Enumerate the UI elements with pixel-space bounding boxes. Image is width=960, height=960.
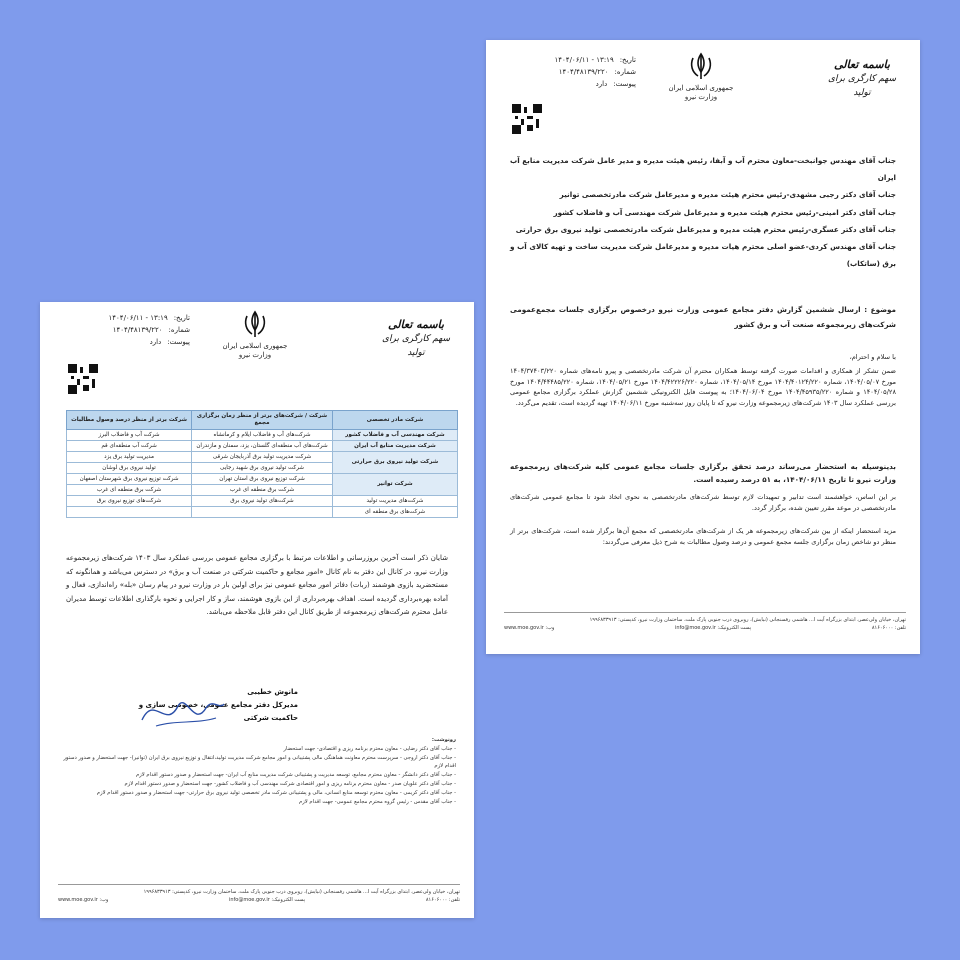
best-company-cell: شرکت توزیع نیروی برق شهرستان اصفهان: [67, 474, 192, 485]
cc-item: - جناب آقای دکتر رضایی - معاون محترم برنامه ریزی و اقتصادی- جهت استحضار: [283, 745, 456, 752]
table-row: [67, 441, 458, 452]
best-company-cell: تولید نیروی برق لوشان: [67, 463, 192, 474]
iran-emblem-icon: [688, 52, 714, 82]
table-header: شرکت برتر از منظر درصد وصول مطالبات: [67, 411, 192, 430]
attachment-label: پیوست:: [613, 80, 636, 88]
greeting: با سلام و احترام،: [849, 353, 896, 361]
table-header: شرکت مادر تخصصی: [332, 411, 457, 430]
best-company-cell: شرکت آب و فاضلاب البرز: [67, 430, 192, 441]
table-header-row: [67, 411, 458, 430]
parent-company-cell: شرکت توانیر: [332, 474, 457, 496]
footer-address: تهران، خیابان ولی‌عصر، ابتدای بزرگراه آیت ا... هاشمی رفسنجانی (نیایش)، روبروی درب جنوبی پارک ملت، ساختمان وزارت نیرو، کدپستی: ۱۹۹۶۸۳۳۹۱۳: [143, 889, 460, 895]
ministry-emblem: جمهوری اسلامی ایران وزارت نیرو: [218, 310, 292, 360]
footer-web: وب: www.moe.gov.ir: [504, 625, 555, 631]
footer-phone: تلفن: ۸۱۶۰۶۰۰۰: [425, 897, 460, 903]
best-company-cell: شرکت برق منطقه ای غرب: [67, 485, 192, 496]
signer-name: مانوش خطیبی: [247, 688, 298, 696]
letter-header: [40, 302, 474, 414]
letter-header: [486, 40, 920, 152]
cc-item: - جناب آقای دکتر علویان صدر - معاون محترم برنامه ریزی و امور اقتصادی شرکت مهندسی آب و فاضلاب کشور- جهت استحضار و صدور دستور اقدام لازم: [124, 780, 456, 787]
table-row: [67, 507, 458, 518]
cc-title: رونوشت:: [431, 737, 456, 743]
paragraph-4: مزید استحضار اینکه از بین شرکت‌های زیرمجموعه هر یک از شرکت‌های مادرتخصصی که مجمع آن‌ها برگزار شده است، شرکت‌های برتر از منظر دو شاخص زمان برگزاری جلسه مجمع عمومی و درصد وصول مطالبات به شرح ذیل معرفی می‌گردند:: [510, 527, 896, 546]
table-row: [67, 474, 458, 485]
sub-company-cell: شرکت مدیریت تولید برق آذربایجان شرقی: [192, 452, 333, 463]
sub-label-cell: شرکت‌های مدیریت تولید: [332, 496, 457, 507]
best-company-cell: شرکت آب منطقه‌ای قم: [67, 441, 192, 452]
paragraph-2: بدینوسیله به استحضار می‌رساند درصد تحقق برگزاری جلسات مجامع عمومی کلیه شرکت‌های زیرمجموعه وزارت نیرو تا تاریخ ۱۴۰۴/۰۶/۱۱، به ۵۱ درصد رسیده است.: [510, 462, 896, 484]
footer-email: پست الکترونیک: info@moe.gov.ir: [228, 897, 306, 903]
cc-list: [54, 736, 456, 806]
footer-web: وب: www.moe.gov.ir: [58, 897, 109, 903]
recipient-line: جناب آقای دکتر رجبی مشهدی-رئیس محترم هیئت مدیره و مدیرعامل شرکت مادرتخصصی توانیر: [559, 190, 896, 200]
ministry-emblem: جمهوری اسلامی ایران وزارت نیرو: [664, 52, 738, 102]
letter-subject: موضوع : ارسال ششمین گزارش دفتر مجامع عمومی وزارت نیرو درخصوص برگزاری جلسات مجمع‌عمومی شرکت‌های زیرمجموعه صنعت آب و برق کشور: [510, 305, 896, 329]
cc-item: - جناب آقای مقدس - رئیس گروه محترم مجامع عمومی- جهت اقدام لازم: [299, 798, 456, 805]
body-paragraph: شایان ذکر است آخرین بروزرسانی و اطلاعات مرتبط با برگزاری مجامع عمومی بررسی عملکرد سال ۱۴۰۳ شرکت‌های زیرمجموعه وزارت نیرو، در کانال این دفتر به نام کانال «امور مجامع و حاکمیت شرکتی در صنعت آب و برق» در دسترس می‌باشد و همانگونه که مستحضرید بازوی هوشمند (ربات) دفاتر امور مجامع عمومی نیز برای اولین بار در وزارت نیرو در پیام رسان «بله» راه‌اندازی، فعال و آماده بهره‌برداری گردیده است. اهداف بهره‌برداری از این بازوی هوشمند، ساز و کار اجرایی و نحوه بارگذاری اطلاعات توسط مدیران عامل محترم شرکت‌های زیرمجموعه از طریق کانال این دفتر قابل ملاحظه می‌باشد.: [66, 554, 449, 617]
letter-footer: [504, 612, 906, 632]
signer-title: حاکمیت شرکتی: [243, 714, 298, 722]
number-value: ۱۴۰۴/۴۸۱۳۹/۲۲۰: [112, 326, 163, 334]
letter-meta: [70, 312, 190, 348]
sub-company-cell: شرکت‌های آب منطقه‌ای گلستان، یزد، سمنان و مازندران: [192, 441, 333, 452]
date-label: تاریخ:: [619, 56, 636, 64]
letter-page-1: [486, 40, 920, 654]
sub-company-cell: شرکت توزیع نیروی برق استان تهران: [192, 474, 333, 485]
recipient-line: جناب آقای مهندس جوانبخت-معاون محترم آب و آبفا، رئیس هیئت مدیره و مدیر عامل شرکت مدیریت منابع آب ایران: [510, 156, 896, 183]
parent-company-cell: شرکت مدیریت منابع آب ایران: [332, 441, 457, 452]
sub-company-cell: شرکت تولید نیروی برق شهید رجایی: [192, 463, 333, 474]
footer-address: تهران، خیابان ولی‌عصر، ابتدای بزرگراه آیت ا... هاشمی رفسنجانی (نیایش)، روبروی درب جنوبی پارک ملت، ساختمان وزارت نیرو، کدپستی: ۱۹۹۶۸۳۳۹۱۳: [589, 617, 906, 623]
letter-footer: [58, 884, 460, 904]
table-header: شرکت / شرکت‌های برتر از منظر زمان برگزاری مجمع: [192, 411, 333, 430]
letter-page-2: [40, 302, 474, 918]
footer-email: پست الکترونیک: info@moe.gov.ir: [674, 625, 752, 631]
attachment-value: دارد: [595, 80, 608, 88]
motto: باسمه تعالی سهم کارگری برای تولید: [827, 58, 897, 98]
footer-phone: تلفن: ۸۱۶۰۶۰۰۰: [871, 625, 906, 631]
signer-title: مدیرکل دفتر مجامع عمومی، خصوصی سازی و: [138, 701, 298, 709]
cc-item: - جناب آقای دکتر کریمی - معاون محترم توسعه منابع انسانی، مالی و پشتیبانی شرکت مادر تخصصی تولید نیروی برق حرارتی- جهت استحضار و صدور دستور اقدام لازم: [96, 789, 456, 796]
sub-label-cell: شرکت‌های تولید نیروی برق: [192, 496, 333, 507]
number-label: شماره:: [168, 326, 190, 334]
cc-item: - جناب آقای دکتر دانشگر - معاون محترم مجامع، توسعه مدیریت و پشتیبانی شرکت مدیریت منابع آب ایران- جهت استحضار و صدور دستور اقدام لازم: [136, 772, 456, 779]
attachment-label: پیوست:: [167, 338, 190, 346]
number-value: ۱۴۰۴/۴۸۱۳۹/۲۲۰: [558, 68, 609, 76]
date-label: تاریخ:: [173, 314, 190, 322]
recipient-line: جناب آقای دکتر عسگری-رئیس محترم هیئت مدیره و مدیرعامل شرکت مادرتخصصی تولید نیروی برق حرارتی: [515, 224, 896, 234]
best-company-cell: مدیریت تولید برق یزد: [67, 452, 192, 463]
motto: باسمه تعالی سهم کارگری برای تولید: [381, 318, 451, 358]
sub-label-cell: شرکت‌های توزیع نیروی برق: [67, 496, 192, 507]
date-value: ۱۴۰۴/۰۶/۱۱ - ۱۳:۱۹: [108, 314, 168, 322]
parent-company-cell: شرکت مهندسی آب و فاضلاب کشور: [332, 430, 457, 441]
letter-meta: [516, 54, 636, 90]
cc-item: - جناب آقای دکتر اروجی - سرپرست محترم معاونت هماهنگی مالی پشتیبانی و امور مجامع شرکت مدیریت تولید،انتقال و توزیع نیروی برق ایران (توانیر)- جهت استحضار و صدور دستور اقدام لازم: [63, 754, 456, 770]
paragraph-1: ضمن تشکر از همکاری و اقدامات صورت گرفته توسط همکاران محترم آن شرکت مادرتخصصی و پیرو نامه‌های شماره ۱۴۰۴/۳۷۴۰۳/۲۲۰ مورخ ۱۴۰۴/۰۵/۰۷، شماره ۱۴۰۴/۴۰۱۲۴/۲۲۰ مورخ ۱۴۰۴/۰۵/۱۴، شماره ۱۴۰۴/۴۲۲۲۶/۲۲۰ مورخ ۱۴۰۴/۰۵/۲۱، شماره ۱۴۰۴/۴۴۴۸۵/۲۲۰ مورخ ۱۴۰۴/۰۵/۲۸ و شماره ۱۴۰۴/۴۵۹۳۵/۲۲۰ مورخ ۱۴۰۴/۰۶/۰۴؛ به پیوست فایل الکترونیکی ششمین گزارش عملکرد برگزاری مجامع عمومی بررسی عملکرد سال ۱۴۰۳ شرکت‌های زیرمجموعه وزارت نیرو که تا پایان روز سه‌شنبه مورخ ۱۴۰۴/۰۶/۱۱ تهیه گردیده است، تقدیم می‌گردد.: [510, 367, 897, 407]
date-value: ۱۴۰۴/۰۶/۱۱ - ۱۳:۱۹: [554, 56, 614, 64]
parent-company-cell: شرکت تولید نیروی برق حرارتی: [332, 452, 457, 474]
table-row: [67, 452, 458, 463]
number-label: شماره:: [614, 68, 636, 76]
sub-company-cell: شرکت برق منطقه ای غرب: [192, 485, 333, 496]
sub-label-cell: شرکت‌های برق منطقه ای: [332, 507, 457, 518]
sub-company-cell: شرکت‌های آب و فاضلاب ایلام و کرمانشاه: [192, 430, 333, 441]
qr-code-icon: [512, 104, 542, 134]
table-row: [67, 496, 458, 507]
table-row: [67, 430, 458, 441]
recipients-list: [510, 152, 896, 272]
paragraph-3: بر این اساس، خواهشمند است تدابیر و تمهیدات لازم توسط شرکت‌های مادرتخصصی به نحوی اتخاذ شود تا مجامع عمومی شرکت‌های مادرتخصصی در موعد مقرر تعیین شده، برگزار گردد.: [510, 493, 896, 512]
handwritten-signature-icon: [136, 690, 226, 734]
attachment-value: دارد: [149, 338, 162, 346]
iran-emblem-icon: [242, 310, 268, 340]
qr-code-icon: [68, 364, 98, 394]
recipient-line: جناب آقای دکتر امینی-رئیس محترم هیئت مدیره و مدیرعامل شرکت مهندسی آب و فاضلاب کشور: [553, 207, 896, 217]
top-companies-table: [66, 410, 458, 518]
recipient-line: جناب آقای مهندس کردی-عضو اصلی محترم هیات مدیره و مدیرعامل شرکت مدیریت ساخت و تهیه کالای آب و برق (ساتکاب): [510, 242, 896, 269]
